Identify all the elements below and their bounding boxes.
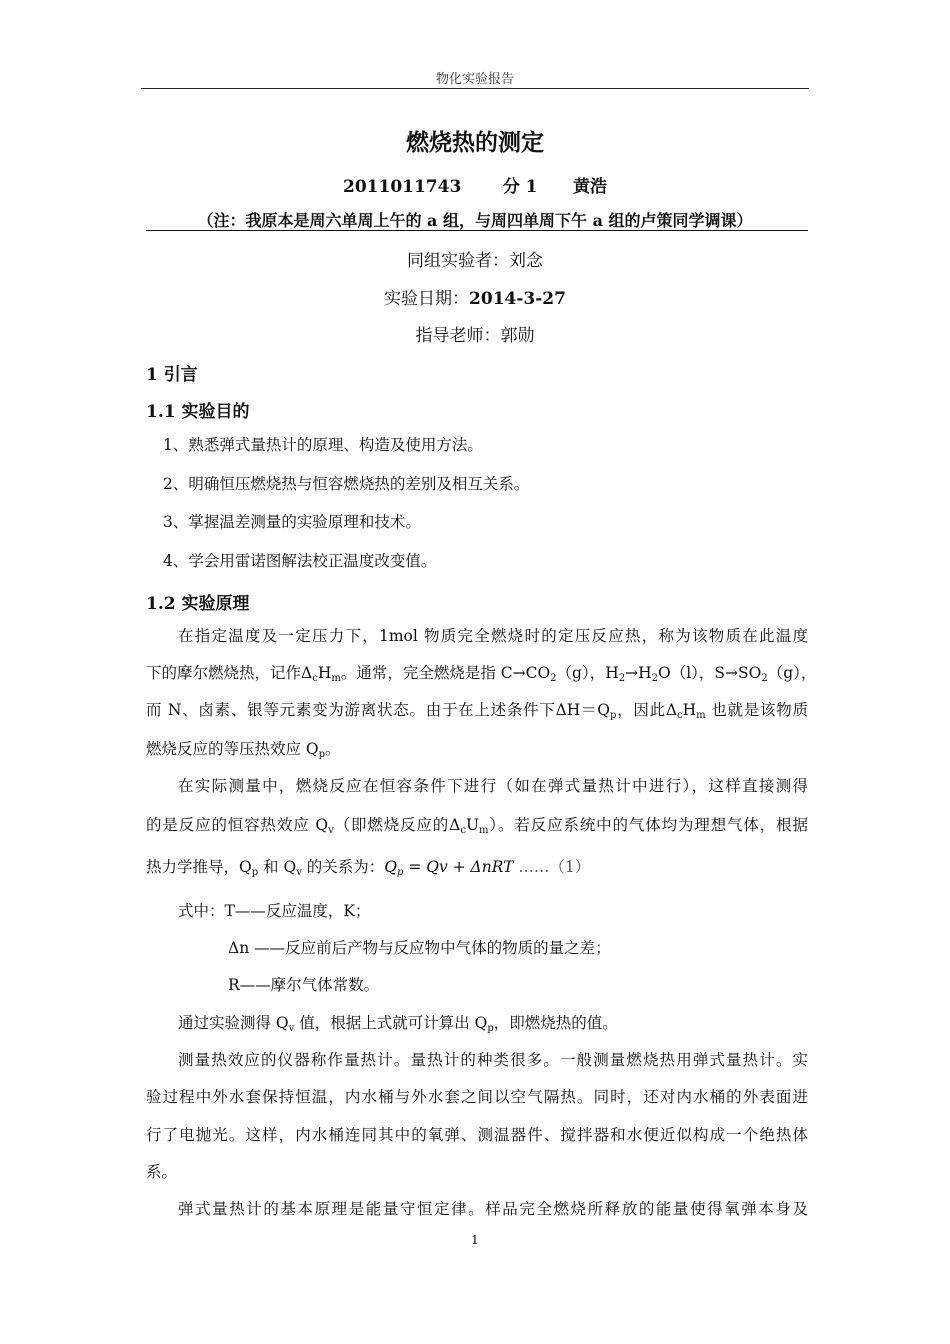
partner-name: 刘念 <box>509 251 543 271</box>
section-heading-1-2: 1.2 实验原理 <box>146 594 250 614</box>
paragraph-line: 下的摩尔燃烧热，记作$\Delta_cH_m$。通常，完全燃烧是指 $C\to CO_2(g)$，$H_2\to H_2O(l)$，$S\to SO_2(g)$， <box>146 664 817 684</box>
paragraph-line: 的是反应的恒容热效应 $Q_v$（即燃烧反应的$\Delta_cU_m$）。若反应系统中的气体均为理想气体，根据 <box>146 816 808 836</box>
running-header: 物化实验报告 <box>435 72 514 87</box>
partner-label: 同组实验者： <box>407 251 509 271</box>
date-line <box>141 284 809 309</box>
advisor-label: 指导老师： <box>415 326 501 346</box>
class-label: 分 1 <box>502 177 538 197</box>
note-underline <box>146 230 808 231</box>
page-number: 1 <box>471 1233 479 1247</box>
paragraph-line: 在指定温度及一定压力下，1mol 物质完全燃烧时的定压反应热，称为该物质在此温度 <box>178 627 808 645</box>
equation: $Q_p = Qv + \Delta nRT$ <box>384 858 514 878</box>
paragraph-line: 系。 <box>146 1163 178 1181</box>
section-heading-1-1: 1.1 实验目的 <box>146 402 250 422</box>
paragraph-line: 通过实验测得 $Q_v$ 值，根据上式就可计算出 $Q_p$，即燃烧热的值。 <box>178 1014 618 1034</box>
definition-line: R——摩尔气体常数。 <box>228 976 380 994</box>
advisor-line <box>141 321 809 346</box>
paragraph-line: 在实际测量中，燃烧反应在恒容条件下进行（如在弹式量热计中进行），这样直接测得 <box>178 777 808 795</box>
definition-line: 式中：T——反应温度，K； <box>178 902 371 920</box>
objective-item: 4、学会用雷诺图解法校正温度改变值。 <box>163 552 437 570</box>
student-id: 2011011743 <box>343 177 462 197</box>
definition-line: Δn ——反应前后产物与反应物中气体的物质的量之差； <box>228 939 611 957</box>
section-heading-1: 1 引言 <box>146 365 198 385</box>
paragraph-line: 燃烧反应的等压热效应 $Q_p$。 <box>146 740 341 760</box>
paragraph-line: 测量热效应的仪器称作量热计。量热计的种类很多。一般测量燃烧热用弹式量热计。实 <box>178 1051 808 1069</box>
header-rule <box>141 88 809 89</box>
objective-item: 1、熟悉弹式量热计的原理、构造及使用方法。 <box>163 436 483 454</box>
date-label: 实验日期： <box>384 289 470 309</box>
date-value: 2014-3-27 <box>469 289 566 309</box>
author-line <box>141 172 809 197</box>
note-line: （注：我原本是周六单周上午的 a 组，与周四单周下午 a 组的卢策同学调课） <box>197 211 753 230</box>
document-title: 燃烧热的测定 <box>406 129 544 156</box>
equation-number: ……（1） <box>513 858 591 876</box>
partner-line <box>141 246 809 271</box>
paragraph-line: 行了电抛光。这样，内水桶连同其中的氧弹、测温器件、搅拌器和水便近似构成一个绝热体 <box>146 1126 808 1144</box>
equation-line: 热力学推导，$Q_p$ 和 $Q_v$ 的关系为：$Q_p = Qv + \Delta nRT$ ……（1） <box>146 858 591 878</box>
paragraph-line: 弹式量热计的基本原理是能量守恒定律。样品完全燃烧所释放的能量使得氧弹本身及 <box>178 1200 808 1218</box>
objective-item: 2、明确恒压燃烧热与恒容燃烧热的差别及相互关系。 <box>163 475 530 493</box>
objective-item: 3、掌握温差测量的实验原理和技术。 <box>163 513 421 531</box>
author-name: 黄浩 <box>573 177 607 197</box>
paragraph-line: 而 N、卤素、银等元素变为游离状态。由于在上述条件下$\Delta H=Q_p$，因此$\Delta_cH_m$ 也就是该物质 <box>146 701 808 721</box>
advisor-name: 郭勋 <box>500 326 535 346</box>
paragraph-line: 验过程中外水套保持恒温，内水桶与外水套之间以空气隔热。同时，还对内水桶的外表面进 <box>146 1088 808 1106</box>
